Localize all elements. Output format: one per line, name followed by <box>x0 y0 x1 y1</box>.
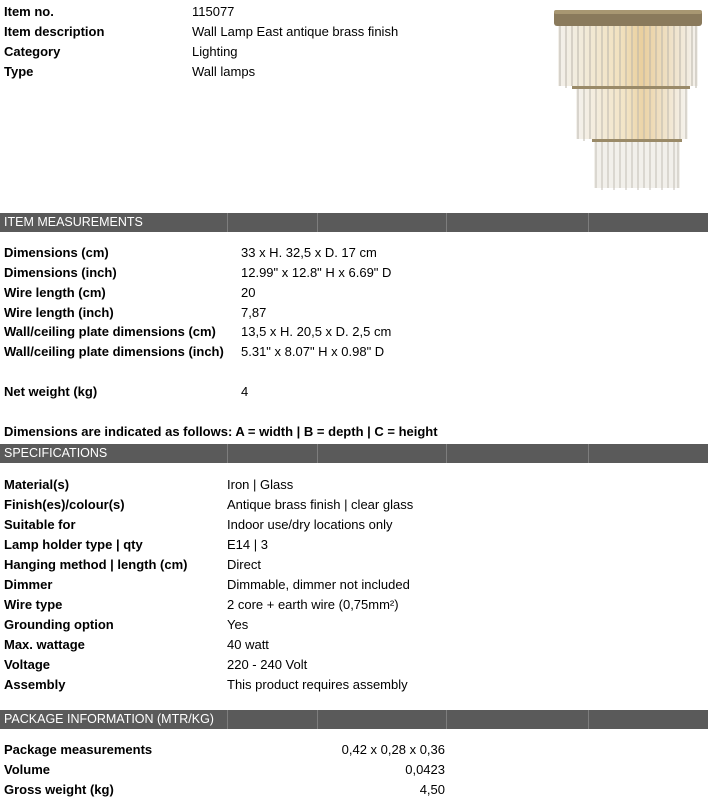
wall-lamp-image <box>548 4 708 196</box>
measurement-value: 12.99" x 12.8" H x 6.69" D <box>241 265 392 280</box>
measurement-value: 13,5 x H. 20,5 x D. 2,5 cm <box>241 324 392 339</box>
spec-value: E14 | 3 <box>227 537 268 552</box>
spec-value: 2 core + earth wire (0,75mm²) <box>227 597 399 612</box>
item-no-label: Item no. <box>4 4 54 19</box>
spec-label: Suitable for <box>4 517 76 532</box>
item-description-label: Item description <box>4 24 105 39</box>
spec-value: Yes <box>227 617 249 632</box>
spec-label: Hanging method | length (cm) <box>4 557 188 572</box>
measurement-value: 20 <box>241 285 256 300</box>
type-label: Type <box>4 64 34 79</box>
spec-value: 220 - 240 Volt <box>227 657 308 672</box>
type-value: Wall lamps <box>192 64 256 79</box>
specifications-header <box>0 444 708 463</box>
category-label: Category <box>4 44 61 59</box>
package-value: 4,50 <box>419 782 445 797</box>
measurement-label: Wire length (cm) <box>4 285 106 300</box>
spec-value: This product requires assembly <box>227 677 408 692</box>
item-description-value: Wall Lamp East antique brass finish <box>192 24 399 39</box>
dimensions-note: Dimensions are indicated as follows: A = width | B = depth | C = height <box>4 424 438 439</box>
package-value: 0,42 x 0,28 x 0,36 <box>341 742 445 757</box>
spec-value: Direct <box>227 557 261 572</box>
spec-value: Indoor use/dry locations only <box>227 517 393 532</box>
measurement-value: 33 x H. 32,5 x D. 17 cm <box>241 245 377 260</box>
spec-label: Max. wattage <box>4 637 85 652</box>
measurement-label: Dimensions (inch) <box>4 265 117 280</box>
measurement-value: 7,87 <box>241 305 267 320</box>
measurement-label: Wall/ceiling plate dimensions (inch) <box>4 344 224 359</box>
spec-value: Antique brass finish | clear glass <box>227 497 414 512</box>
spec-label: Dimmer <box>4 577 53 592</box>
measurement-label: Wire length (inch) <box>4 305 114 320</box>
measurement-label: Dimensions (cm) <box>4 245 109 260</box>
package-information-header <box>0 710 708 729</box>
net-weight-label: Net weight (kg) <box>4 384 98 399</box>
net-weight-value: 4 <box>241 384 249 399</box>
spec-label: Material(s) <box>4 477 70 492</box>
spec-label: Finish(es)/colour(s) <box>4 497 125 512</box>
spec-value: 40 watt <box>227 637 269 652</box>
category-value: Lighting <box>192 44 238 59</box>
spec-label: Lamp holder type | qty <box>4 537 143 552</box>
spec-value: Dimmable, dimmer not included <box>227 577 410 592</box>
item-no-value: 115077 <box>192 4 235 19</box>
spec-label: Assembly <box>4 677 66 692</box>
package-information-title: PACKAGE INFORMATION (MTR/KG) <box>4 712 214 726</box>
specifications-title: SPECIFICATIONS <box>4 446 108 460</box>
spec-label: Grounding option <box>4 617 114 632</box>
measurement-label: Wall/ceiling plate dimensions (cm) <box>4 324 216 339</box>
measurement-value: 5.31" x 8.07" H x 0.98" D <box>241 344 385 359</box>
package-label: Volume <box>4 762 50 777</box>
item-measurements-header <box>0 213 708 232</box>
package-value: 0,0423 <box>405 762 445 777</box>
spec-label: Voltage <box>4 657 50 672</box>
item-measurements-title: ITEM MEASUREMENTS <box>4 215 143 229</box>
spec-label: Wire type <box>4 597 63 612</box>
package-label: Package measurements <box>4 742 153 757</box>
package-label: Gross weight (kg) <box>4 782 114 797</box>
spec-value: Iron | Glass <box>227 477 294 492</box>
